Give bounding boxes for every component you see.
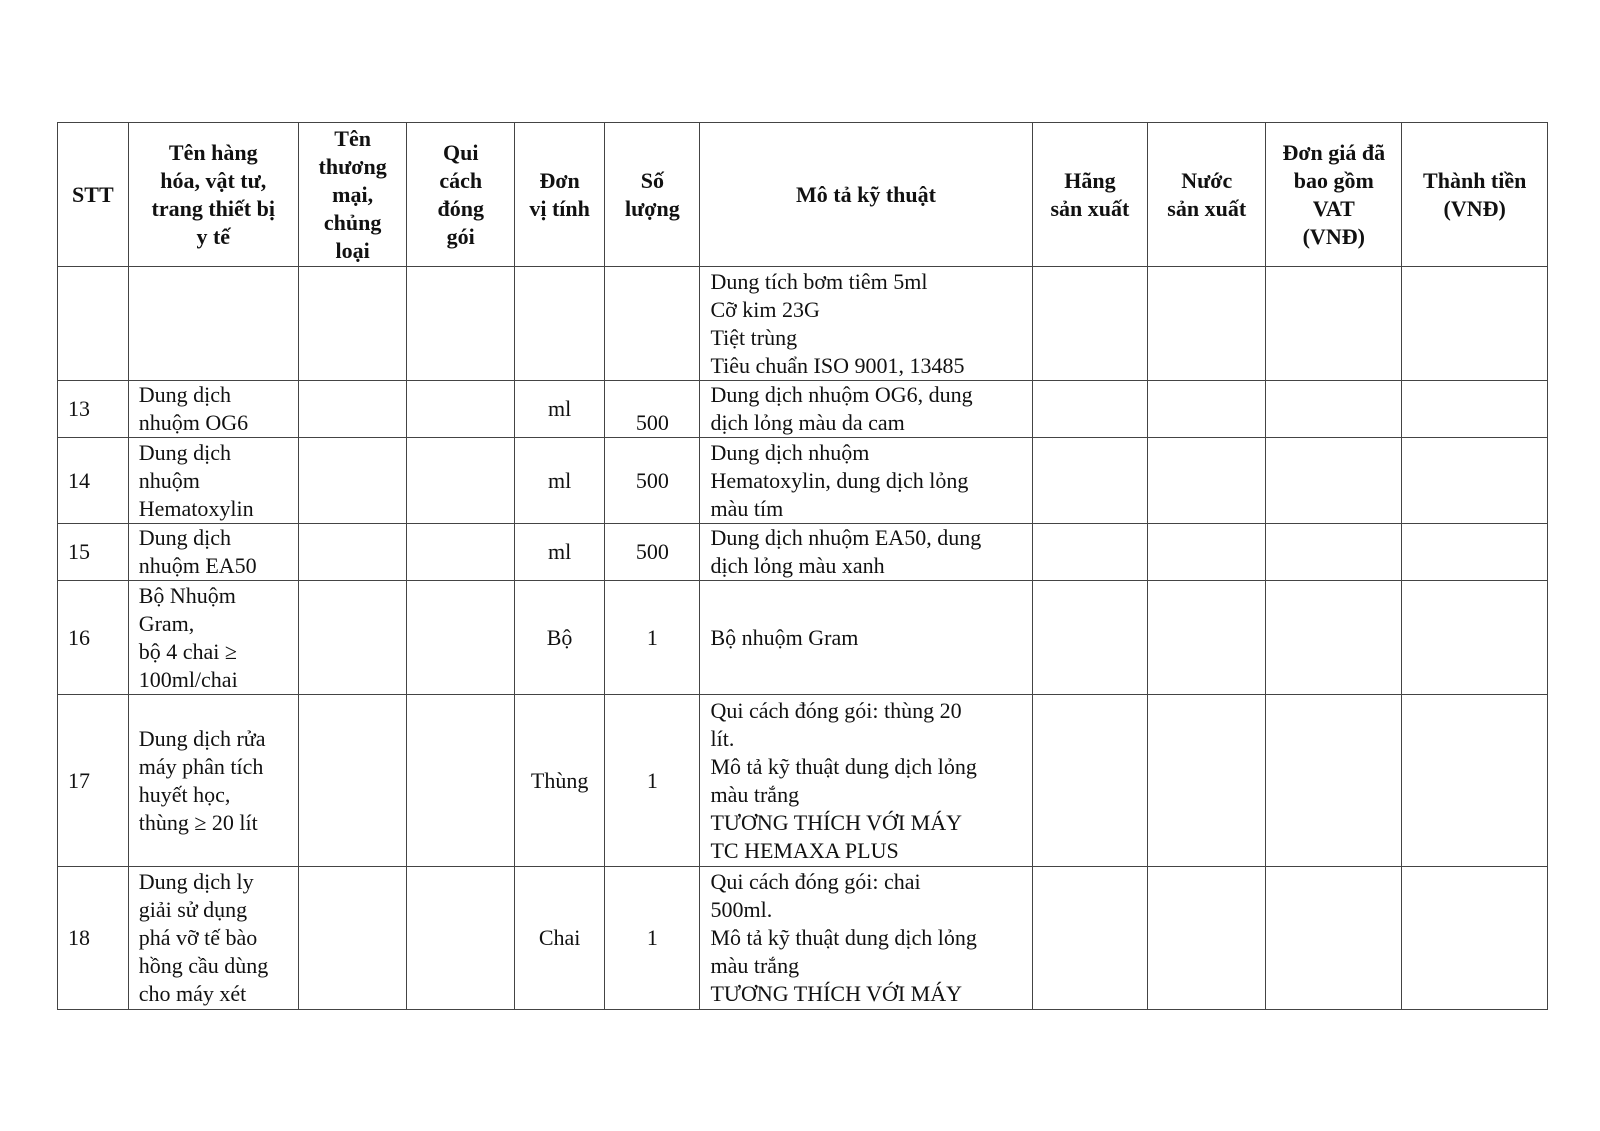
header-packaging: Qui cách đóng gói: [407, 123, 515, 267]
cell-unit: ml: [515, 524, 605, 581]
cell-trade-name: [298, 581, 407, 695]
table-row: [58, 267, 1548, 381]
cell-technical-description: Dung tích bơm tiêm 5ml Cỡ kim 23G Tiệt trùng Tiêu chuẩn ISO 9001, 13485: [700, 267, 1032, 381]
cell-unit-price: [1266, 381, 1402, 438]
cell-stt: 18: [58, 867, 129, 1010]
cell-trade-name: [298, 438, 407, 524]
cell-unit: ml: [515, 438, 605, 524]
cell-technical-description: Dung dịch nhuộm OG6, dung dịch lỏng màu da cam: [700, 381, 1032, 438]
cell-packaging: [407, 867, 515, 1010]
cell-unit-price: [1266, 581, 1402, 695]
header-stt: STT: [58, 123, 129, 267]
cell-manufacturer: [1032, 581, 1148, 695]
cell-manufacturer: [1032, 381, 1148, 438]
cell-technical-description: Bộ nhuộm Gram: [700, 581, 1032, 695]
cell-unit: [515, 267, 605, 381]
header-item-name: Tên hàng hóa, vật tư, trang thiết bị y tế: [128, 123, 298, 267]
cell-stt: [58, 267, 129, 381]
header-technical-description: Mô tả kỹ thuật: [700, 123, 1032, 267]
table-row: [58, 867, 1548, 1010]
header-country: Nước sản xuất: [1148, 123, 1266, 267]
cell-stt: 14: [58, 438, 129, 524]
cell-country: [1148, 381, 1266, 438]
cell-item-name: Dung dịch nhuộm Hematoxylin: [128, 438, 298, 524]
cell-packaging: [407, 695, 515, 867]
cell-manufacturer: [1032, 695, 1148, 867]
cell-stt: 16: [58, 581, 129, 695]
header-trade-name: Tên thương mại, chủng loại: [298, 123, 407, 267]
cell-item-name: [128, 267, 298, 381]
cell-packaging: [407, 581, 515, 695]
cell-manufacturer: [1032, 524, 1148, 581]
cell-country: [1148, 867, 1266, 1010]
cell-trade-name: [298, 267, 407, 381]
cell-unit: Bộ: [515, 581, 605, 695]
cell-total: [1402, 581, 1548, 695]
procurement-table: [57, 122, 1548, 1010]
cell-unit-price: [1266, 695, 1402, 867]
cell-unit-price: [1266, 524, 1402, 581]
cell-country: [1148, 267, 1266, 381]
cell-item-name: Dung dịch nhuộm OG6: [128, 381, 298, 438]
cell-quantity: 1: [605, 695, 700, 867]
cell-stt: 17: [58, 695, 129, 867]
header-quantity: Số lượng: [605, 123, 700, 267]
table-row: [58, 381, 1548, 438]
header-manufacturer: Hãng sản xuất: [1032, 123, 1148, 267]
cell-quantity: 500: [605, 438, 700, 524]
cell-packaging: [407, 438, 515, 524]
cell-stt: 13: [58, 381, 129, 438]
cell-packaging: [407, 381, 515, 438]
cell-quantity: 1: [605, 581, 700, 695]
cell-manufacturer: [1032, 867, 1148, 1010]
header-unit-price: Đơn giá đã bao gồm VAT (VNĐ): [1266, 123, 1402, 267]
cell-country: [1148, 581, 1266, 695]
table-row: [58, 695, 1548, 867]
cell-country: [1148, 695, 1266, 867]
cell-unit-price: [1266, 267, 1402, 381]
cell-total: [1402, 267, 1548, 381]
cell-manufacturer: [1032, 267, 1148, 381]
cell-unit-price: [1266, 438, 1402, 524]
cell-item-name: Bộ Nhuộm Gram, bộ 4 chai ≥ 100ml/chai: [128, 581, 298, 695]
cell-trade-name: [298, 867, 407, 1010]
cell-quantity: 500: [605, 524, 700, 581]
cell-stt: 15: [58, 524, 129, 581]
table-header-row: [58, 123, 1548, 267]
cell-country: [1148, 524, 1266, 581]
cell-total: [1402, 695, 1548, 867]
cell-quantity: [605, 267, 700, 381]
cell-trade-name: [298, 695, 407, 867]
table-row: [58, 581, 1548, 695]
cell-item-name: Dung dịch ly giải sử dụng phá vỡ tế bào hồng cầu dùng cho máy xét: [128, 867, 298, 1010]
cell-technical-description: Qui cách đóng gói: chai 500ml. Mô tả kỹ thuật dung dịch lỏng màu trắng TƯƠNG THÍCH VỚI MÁY: [700, 867, 1032, 1010]
cell-total: [1402, 438, 1548, 524]
cell-unit: Chai: [515, 867, 605, 1010]
cell-technical-description: Dung dịch nhuộm EA50, dung dịch lỏng màu xanh: [700, 524, 1032, 581]
header-total: Thành tiền (VNĐ): [1402, 123, 1548, 267]
cell-quantity: 1: [605, 867, 700, 1010]
cell-unit: Thùng: [515, 695, 605, 867]
cell-country: [1148, 438, 1266, 524]
cell-item-name: Dung dịch rửa máy phân tích huyết học, thùng ≥ 20 lít: [128, 695, 298, 867]
cell-quantity: 500: [605, 381, 700, 438]
cell-trade-name: [298, 381, 407, 438]
table-row: [58, 524, 1548, 581]
cell-manufacturer: [1032, 438, 1148, 524]
header-unit: Đơn vị tính: [515, 123, 605, 267]
cell-technical-description: Dung dịch nhuộm Hematoxylin, dung dịch lỏng màu tím: [700, 438, 1032, 524]
cell-unit-price: [1266, 867, 1402, 1010]
cell-total: [1402, 524, 1548, 581]
table-row: [58, 438, 1548, 524]
cell-trade-name: [298, 524, 407, 581]
cell-packaging: [407, 524, 515, 581]
cell-total: [1402, 867, 1548, 1010]
cell-item-name: Dung dịch nhuộm EA50: [128, 524, 298, 581]
cell-total: [1402, 381, 1548, 438]
cell-unit: ml: [515, 381, 605, 438]
cell-technical-description: Qui cách đóng gói: thùng 20 lít. Mô tả kỹ thuật dung dịch lỏng màu trắng TƯƠNG THÍCH VỚI MÁY TC HEMAXA PLUS: [700, 695, 1032, 867]
cell-packaging: [407, 267, 515, 381]
